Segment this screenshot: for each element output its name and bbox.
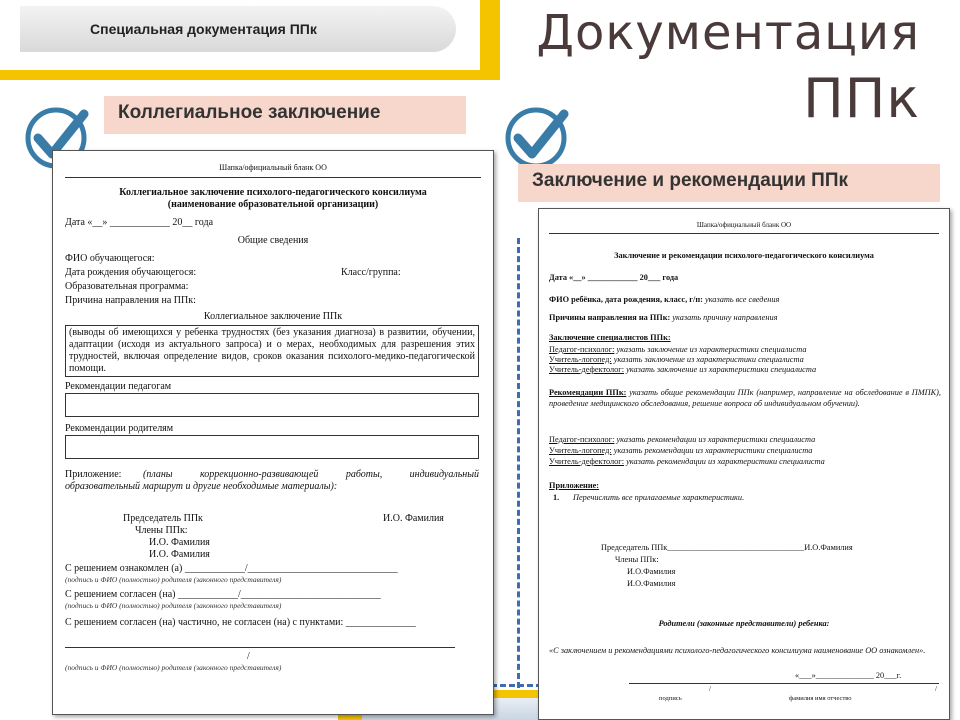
member-name: И.О. Фамилия: [149, 537, 210, 548]
label-conclusion-recommendations: Заключение и рекомендации ППк: [518, 164, 940, 202]
spec-label: Педагог-психолог:: [549, 345, 615, 354]
spec-defectologist: [549, 365, 816, 374]
rec-parents-box: [65, 435, 479, 459]
spec-label: Учитель-дефектолог:: [549, 365, 625, 374]
recommendations-paragraph: [549, 387, 941, 409]
appendix-item: Перечислить все прилагаемые характеристики.: [573, 493, 745, 502]
spec-label: Учитель-дефектолог:: [549, 457, 625, 466]
spec-psychologist: [549, 345, 806, 354]
agree-line: С решением согласен (на) ____________/____________________________: [65, 589, 381, 600]
dashed-divider-vertical: [517, 238, 520, 688]
member-name: И.О.Фамилия: [627, 579, 676, 588]
signature-hint: (подпись и ФИО (полностью) родителя (законного представителя): [65, 663, 282, 672]
field-fio: ФИО обучающегося:: [65, 253, 155, 264]
appendix-title: Приложение:: [549, 481, 600, 490]
members-label: Члены ППк:: [615, 555, 659, 564]
field-class: Класс/группа:: [341, 267, 401, 278]
spec-hint: указать заключение из характеристики специалиста: [616, 345, 807, 354]
banner-title: Специальная документация ППк: [90, 21, 317, 37]
members-label: Члены ППк:: [135, 525, 188, 536]
field-fio: [549, 295, 779, 304]
spec-hint: указать рекомендации из характеристики специалиста: [626, 457, 825, 466]
field-reason-label: Причины направления на ППк:: [549, 313, 671, 322]
field-birth: Дата рождения обучающегося:: [65, 267, 197, 278]
doc-title: Заключение и рекомендации психолого-педагогического консилиума: [614, 251, 874, 260]
letterhead: Шапка/официальный бланк ОО: [219, 163, 327, 172]
recommendations-label: Рекомендации ППк:: [549, 388, 627, 397]
rec-psychologist: [549, 435, 815, 444]
section-rec-parents: Рекомендации родителям: [65, 423, 174, 434]
field-program: Образовательная программа:: [65, 281, 189, 292]
checkmark-circle-icon: [502, 100, 574, 172]
field-reason-hint: указать причину направления: [672, 313, 778, 322]
recommendations-hint: указать общие рекомендации ППк (например, направление на обследование в ПМПК), проведение медицинского обследования, решение вопроса об индивидуальном обучении).: [549, 388, 941, 408]
chair-label: Председатель ППк: [123, 513, 203, 524]
spec-hint: указать заключение из характеристики специалиста: [626, 365, 817, 374]
signature-line: [629, 683, 939, 684]
spec-hint: указать рекомендации из характеристики специалиста: [613, 446, 813, 455]
spec-label: Педагог-психолог:: [549, 435, 615, 444]
section-rec-teachers: Рекомендации педагогам: [65, 381, 172, 392]
partial-agree-line: С решением согласен (на) частично, не согласен (на) с пунктами: ______________: [65, 617, 416, 628]
page-title-line2: ППк: [803, 67, 920, 130]
rec-speech-therapist: [549, 446, 812, 455]
field-reason: [549, 313, 777, 322]
section-specialists: Заключение специалистов ППк:: [549, 333, 671, 342]
signature-caption: подпись: [659, 695, 682, 702]
spec-label: Учитель-логопед:: [549, 355, 612, 364]
doc-date: Дата «__» ____________ 20___ года: [549, 273, 679, 282]
doc-date: Дата «__» ____________ 20__ года: [65, 217, 214, 228]
appendix-item-num: 1.: [553, 493, 560, 502]
member-name: И.О. Фамилия: [149, 549, 210, 560]
slash: /: [709, 685, 711, 693]
signature-hint: (подпись и ФИО (полностью) родителя (законного представителя): [65, 601, 282, 610]
section-conclusion: Коллегиальное заключение ППк: [203, 311, 343, 322]
acquainted-line: С решением ознакомлен (а) ____________/______________________________: [65, 563, 398, 574]
signature-hint: (подпись и ФИО (полностью) родителя (законного представителя): [65, 575, 282, 584]
field-reason: Причина направления на ППк:: [65, 295, 196, 306]
doc-title: Коллегиальное заключение психолого-педагогического консилиума: [119, 187, 427, 198]
conclusion-text: (выводы об имеющихся у ребенка трудностях (без указания диагноза) в развитии, обучении, адаптации (исходя из актуального запроса) и о мерах, необходимых для разрешения этих трудностей, включая определение видов, сроков оказания психолого-медико-педагогической помощи.: [69, 327, 475, 374]
chair-name: И.О. Фамилия: [383, 513, 444, 524]
appendix-text: (планы коррекционно-развивающей работы, индивидуальный образовательный маршрут и другие необходимые материалы):: [65, 469, 479, 492]
rec-defectologist: [549, 457, 825, 466]
letterhead: Шапка/официальный бланк ОО: [696, 221, 792, 229]
section-general: Общие сведения: [237, 235, 309, 246]
field-fio-hint: указать все сведения: [704, 295, 780, 304]
chair-line: Председатель ППк_________________________________И.О.Фамилия: [601, 543, 853, 552]
field-fio-label: ФИО ребёнка, дата рождения, класс, г/п:: [549, 295, 703, 304]
spec-hint: указать заключение из характеристики специалиста: [613, 355, 804, 364]
spec-speech-therapist: [549, 355, 804, 364]
divider: [549, 233, 939, 234]
parents-text: «С заключением и рекомендациями психолого-педагогического консилиума наименование ОО ознакомлен».: [549, 646, 926, 655]
document-collegial-conclusion: [52, 150, 494, 715]
page-title-line1: Документация: [536, 5, 920, 61]
rec-teachers-box: [65, 393, 479, 417]
member-name: И.О.Фамилия: [627, 567, 676, 576]
parents-title: Родители (законные представители) ребенка:: [658, 619, 830, 628]
parents-date: «___»______________ 20___г.: [795, 671, 902, 680]
doc-subtitle: (наименование образовательной организации): [167, 199, 379, 210]
document-conclusion-recommendations: [538, 208, 950, 720]
spec-label: Учитель-логопед:: [549, 446, 612, 455]
divider: [65, 177, 481, 178]
slash: /: [935, 685, 937, 693]
appendix-label: Приложение:: [65, 469, 122, 480]
spec-hint: указать рекомендации из характеристики специалиста: [616, 435, 816, 444]
name-caption: фамилия имя отчество: [789, 695, 852, 702]
label-collegial-conclusion: Коллегиальное заключение: [104, 96, 466, 134]
divider: [65, 647, 455, 648]
slash: /: [247, 651, 250, 662]
